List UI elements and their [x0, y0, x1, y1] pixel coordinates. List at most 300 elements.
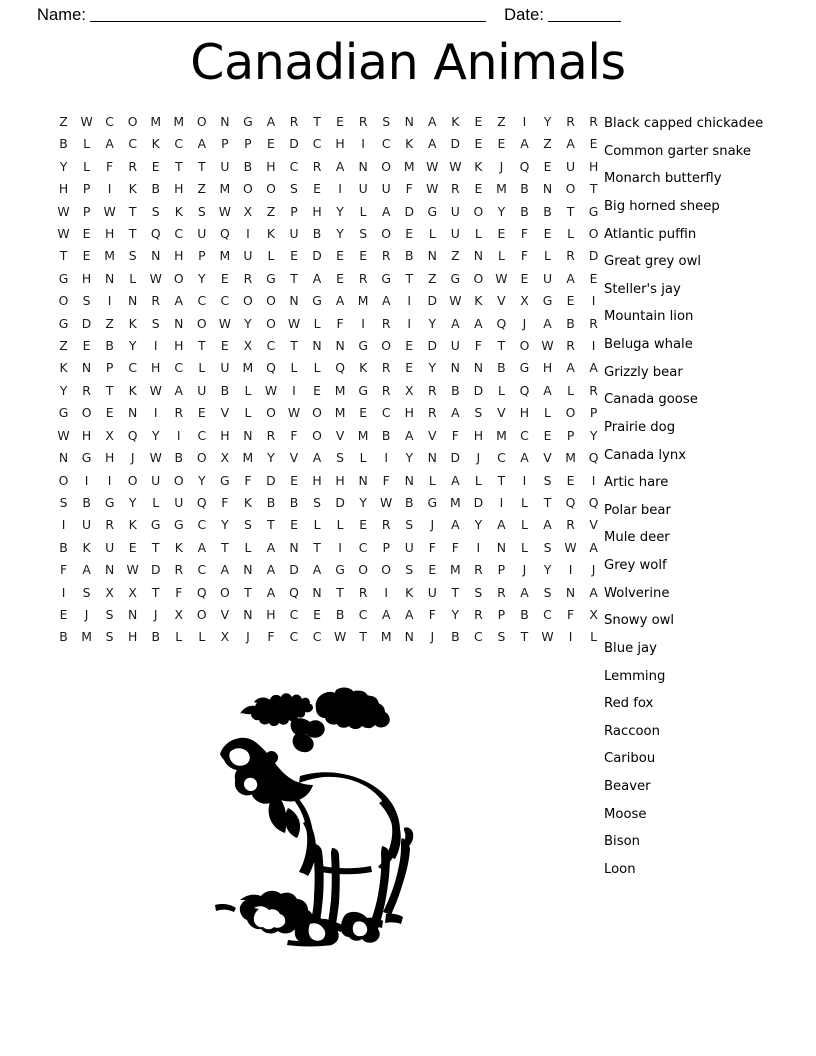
grid-cell[interactable]: L: [244, 382, 252, 398]
grid-cell[interactable]: L: [313, 360, 321, 376]
grid-cell[interactable]: X: [520, 293, 529, 309]
grid-cell[interactable]: I: [153, 338, 158, 354]
grid-cell[interactable]: V: [589, 517, 598, 533]
grid-cell[interactable]: J: [522, 315, 527, 331]
word-list-item[interactable]: Canada lynx: [604, 447, 687, 463]
grid-cell[interactable]: A: [520, 584, 529, 600]
word-list-item[interactable]: Prairie dog: [604, 419, 676, 435]
grid-cell[interactable]: P: [82, 181, 91, 197]
word-list-item[interactable]: Beluga whale: [604, 337, 693, 352]
grid-cell[interactable]: F: [520, 226, 529, 242]
grid-cell[interactable]: V: [497, 293, 506, 309]
grid-cell[interactable]: B: [82, 494, 91, 510]
grid-cell[interactable]: U: [105, 539, 115, 555]
grid-cell[interactable]: B: [266, 494, 276, 510]
grid-cell[interactable]: U: [220, 158, 230, 174]
grid-cell[interactable]: D: [450, 450, 461, 466]
grid-cell[interactable]: B: [59, 629, 68, 645]
grid-cell[interactable]: E: [290, 517, 298, 533]
grid-cell[interactable]: O: [266, 405, 276, 421]
grid-cell[interactable]: H: [220, 427, 230, 443]
grid-cell[interactable]: B: [174, 450, 184, 466]
grid-cell[interactable]: J: [430, 517, 435, 533]
grid-cell[interactable]: R: [474, 606, 483, 622]
word-list-item[interactable]: Bison: [604, 834, 641, 850]
grid-cell[interactable]: B: [151, 629, 160, 645]
grid-cell[interactable]: A: [589, 584, 598, 600]
grid-cell[interactable]: A: [451, 315, 460, 331]
grid-cell[interactable]: U: [427, 584, 437, 600]
grid-cell[interactable]: C: [197, 293, 207, 309]
grid-cell[interactable]: U: [197, 226, 207, 242]
grid-cell[interactable]: E: [566, 293, 575, 309]
grid-cell[interactable]: U: [358, 181, 368, 197]
word-list-item[interactable]: Grey wolf: [604, 558, 667, 573]
grid-cell[interactable]: R: [289, 114, 299, 129]
grid-cell[interactable]: K: [243, 494, 252, 510]
grid-cell[interactable]: N: [81, 360, 92, 376]
grid-cell[interactable]: L: [544, 248, 551, 264]
grid-cell[interactable]: O: [565, 405, 576, 421]
grid-cell[interactable]: Q: [127, 427, 138, 443]
grid-cell[interactable]: W: [541, 629, 554, 645]
grid-cell[interactable]: A: [335, 293, 345, 309]
grid-cell[interactable]: I: [361, 315, 365, 331]
grid-cell[interactable]: R: [128, 158, 137, 174]
grid-cell[interactable]: E: [359, 248, 368, 264]
grid-cell[interactable]: U: [243, 248, 253, 264]
grid-cell[interactable]: O: [381, 338, 392, 354]
grid-cell[interactable]: C: [358, 606, 368, 622]
grid-cell[interactable]: W: [149, 450, 162, 466]
grid-cell[interactable]: C: [197, 517, 207, 533]
grid-cell[interactable]: L: [244, 405, 252, 421]
grid-cell[interactable]: R: [381, 517, 391, 533]
grid-cell[interactable]: G: [104, 494, 115, 510]
grid-cell[interactable]: N: [243, 562, 253, 578]
grid-cell[interactable]: Y: [336, 203, 344, 219]
grid-cell[interactable]: U: [450, 203, 460, 219]
grid-cell[interactable]: H: [174, 248, 184, 264]
grid-cell[interactable]: E: [543, 158, 552, 174]
grid-cell[interactable]: U: [404, 539, 414, 555]
grid-cell[interactable]: B: [451, 382, 460, 398]
grid-cell[interactable]: K: [474, 158, 483, 174]
grid-cell[interactable]: L: [152, 494, 160, 510]
grid-cell[interactable]: H: [151, 360, 161, 376]
grid-cell[interactable]: G: [542, 293, 553, 309]
word-list-item[interactable]: Monarch butterfly: [604, 171, 722, 187]
grid-cell[interactable]: A: [589, 360, 598, 376]
grid-cell[interactable]: X: [404, 382, 414, 398]
grid-cell[interactable]: B: [520, 181, 529, 197]
grid-cell[interactable]: S: [105, 606, 114, 622]
grid-cell[interactable]: Y: [128, 338, 137, 354]
grid-cell[interactable]: B: [243, 158, 253, 174]
grid-cell[interactable]: E: [82, 226, 91, 242]
grid-cell[interactable]: B: [312, 226, 322, 242]
grid-cell[interactable]: F: [267, 629, 275, 645]
grid-cell[interactable]: G: [58, 270, 69, 286]
grid-cell[interactable]: F: [336, 315, 344, 331]
grid-cell[interactable]: X: [243, 338, 253, 354]
word-list-item[interactable]: Black capped chickadee: [604, 116, 764, 131]
grid-cell[interactable]: W: [380, 494, 393, 510]
word-search-grid[interactable]: [52, 111, 605, 649]
grid-cell[interactable]: K: [451, 114, 460, 129]
grid-cell[interactable]: W: [541, 338, 554, 354]
grid-cell[interactable]: W: [57, 427, 70, 443]
grid-cell[interactable]: C: [128, 360, 137, 376]
grid-cell[interactable]: V: [220, 606, 230, 622]
grid-cell[interactable]: Z: [451, 248, 460, 264]
grid-cell[interactable]: P: [566, 427, 575, 443]
grid-cell[interactable]: K: [266, 226, 276, 242]
grid-cell[interactable]: B: [105, 338, 114, 354]
grid-cell[interactable]: Y: [59, 382, 68, 398]
grid-cell[interactable]: H: [335, 136, 345, 152]
grid-cell[interactable]: S: [543, 472, 552, 488]
grid-cell[interactable]: T: [520, 629, 529, 645]
grid-cell[interactable]: H: [174, 181, 184, 197]
grid-cell[interactable]: P: [497, 562, 506, 578]
grid-cell[interactable]: H: [128, 629, 138, 645]
grid-cell[interactable]: V: [289, 450, 299, 466]
grid-cell[interactable]: I: [522, 114, 527, 129]
grid-cell[interactable]: S: [543, 539, 552, 555]
grid-cell[interactable]: S: [543, 584, 552, 600]
grid-cell[interactable]: H: [266, 606, 276, 622]
grid-cell[interactable]: P: [105, 360, 114, 376]
grid-cell[interactable]: S: [290, 181, 298, 197]
grid-cell[interactable]: I: [153, 405, 158, 421]
grid-cell[interactable]: H: [104, 450, 115, 466]
grid-cell[interactable]: I: [338, 539, 342, 555]
grid-cell[interactable]: C: [174, 136, 184, 152]
grid-cell[interactable]: U: [450, 226, 460, 242]
grid-cell[interactable]: G: [220, 472, 230, 488]
grid-cell[interactable]: F: [244, 472, 252, 488]
grid-cell[interactable]: E: [290, 248, 298, 264]
grid-cell[interactable]: B: [404, 494, 414, 510]
grid-cell[interactable]: Q: [496, 315, 507, 331]
grid-cell[interactable]: L: [474, 226, 482, 242]
grid-cell[interactable]: M: [242, 360, 254, 376]
grid-cell[interactable]: F: [474, 338, 482, 354]
grid-cell[interactable]: A: [543, 382, 552, 398]
grid-cell[interactable]: R: [358, 584, 368, 600]
grid-cell[interactable]: H: [104, 226, 115, 242]
grid-cell[interactable]: G: [312, 293, 322, 309]
grid-cell[interactable]: Y: [359, 494, 367, 510]
grid-cell[interactable]: J: [246, 629, 250, 645]
grid-cell[interactable]: Q: [196, 494, 207, 510]
grid-cell[interactable]: M: [334, 405, 346, 421]
grid-cell[interactable]: D: [312, 248, 322, 264]
grid-cell[interactable]: M: [565, 450, 576, 466]
grid-cell[interactable]: N: [289, 293, 299, 309]
grid-cell[interactable]: B: [566, 315, 575, 331]
grid-cell[interactable]: M: [219, 248, 231, 264]
grid-cell[interactable]: I: [384, 450, 388, 466]
grid-cell[interactable]: P: [589, 405, 598, 421]
grid-cell[interactable]: S: [151, 315, 160, 331]
grid-cell[interactable]: G: [173, 517, 184, 533]
grid-cell[interactable]: O: [358, 562, 369, 578]
grid-cell[interactable]: F: [566, 606, 575, 622]
grid-cell[interactable]: Y: [198, 472, 206, 488]
grid-cell[interactable]: P: [244, 136, 252, 152]
grid-cell[interactable]: S: [197, 203, 206, 219]
grid-cell[interactable]: L: [129, 270, 137, 286]
grid-cell[interactable]: O: [219, 584, 230, 600]
grid-cell[interactable]: W: [564, 539, 577, 555]
grid-cell[interactable]: E: [105, 405, 114, 421]
grid-cell[interactable]: D: [289, 136, 299, 152]
grid-cell[interactable]: W: [149, 382, 162, 398]
grid-cell[interactable]: A: [589, 539, 598, 555]
grid-cell[interactable]: T: [336, 584, 344, 600]
grid-cell[interactable]: R: [174, 405, 184, 421]
grid-cell[interactable]: K: [405, 584, 414, 600]
grid-cell[interactable]: R: [381, 315, 391, 331]
grid-cell[interactable]: X: [589, 606, 598, 622]
grid-cell[interactable]: O: [473, 203, 484, 219]
grid-cell[interactable]: L: [198, 629, 206, 645]
grid-cell[interactable]: A: [197, 136, 207, 152]
grid-cell[interactable]: X: [128, 584, 137, 600]
grid-cell[interactable]: E: [197, 405, 206, 421]
grid-cell[interactable]: T: [59, 248, 68, 264]
grid-cell[interactable]: E: [543, 427, 552, 443]
grid-cell[interactable]: O: [266, 315, 276, 331]
grid-cell[interactable]: H: [519, 405, 530, 421]
grid-cell[interactable]: T: [105, 382, 114, 398]
grid-cell[interactable]: E: [290, 472, 298, 488]
grid-cell[interactable]: C: [312, 629, 322, 645]
grid-cell[interactable]: R: [174, 562, 184, 578]
grid-cell[interactable]: C: [381, 136, 391, 152]
grid-cell[interactable]: K: [474, 293, 483, 309]
grid-cell[interactable]: E: [336, 248, 344, 264]
grid-cell[interactable]: F: [428, 606, 436, 622]
grid-cell[interactable]: B: [59, 136, 68, 152]
grid-cell[interactable]: N: [450, 360, 460, 376]
grid-cell[interactable]: H: [312, 203, 322, 219]
grid-cell[interactable]: S: [243, 517, 252, 533]
grid-cell[interactable]: H: [312, 472, 322, 488]
grid-cell[interactable]: C: [289, 629, 299, 645]
grid-cell[interactable]: K: [59, 360, 68, 376]
grid-cell[interactable]: I: [407, 293, 412, 309]
grid-cell[interactable]: L: [244, 539, 252, 555]
grid-cell[interactable]: M: [242, 450, 254, 466]
grid-cell[interactable]: P: [198, 248, 206, 264]
grid-cell[interactable]: W: [218, 203, 231, 219]
grid-cell[interactable]: E: [82, 248, 91, 264]
grid-cell[interactable]: W: [287, 315, 301, 331]
grid-cell[interactable]: M: [496, 427, 507, 443]
word-list-item[interactable]: Common garter snake: [604, 143, 751, 159]
grid-cell[interactable]: R: [243, 270, 253, 286]
grid-cell[interactable]: O: [243, 293, 253, 309]
grid-cell[interactable]: I: [61, 584, 66, 600]
grid-cell[interactable]: T: [497, 472, 506, 488]
grid-cell[interactable]: E: [359, 405, 368, 421]
grid-cell[interactable]: W: [218, 315, 231, 331]
grid-cell[interactable]: N: [128, 405, 138, 421]
grid-cell[interactable]: O: [588, 226, 599, 242]
grid-cell[interactable]: O: [58, 293, 69, 309]
grid-cell[interactable]: R: [566, 338, 575, 354]
grid-cell[interactable]: I: [499, 494, 504, 510]
grid-cell[interactable]: D: [81, 315, 92, 331]
grid-cell[interactable]: K: [128, 517, 137, 533]
grid-cell[interactable]: E: [474, 136, 483, 152]
grid-cell[interactable]: S: [336, 450, 345, 466]
grid-cell[interactable]: I: [176, 427, 181, 443]
grid-cell[interactable]: Z: [59, 338, 68, 354]
grid-cell[interactable]: A: [312, 270, 322, 286]
grid-cell[interactable]: O: [312, 427, 322, 443]
grid-cell[interactable]: V: [335, 427, 345, 443]
grid-cell[interactable]: G: [358, 338, 368, 354]
grid-cell[interactable]: A: [312, 562, 322, 578]
grid-cell[interactable]: E: [267, 136, 275, 152]
word-list-item[interactable]: Grizzly bear: [604, 364, 683, 380]
word-list-item[interactable]: Great grey owl: [604, 254, 702, 270]
grid-cell[interactable]: M: [104, 248, 115, 264]
grid-cell[interactable]: G: [335, 562, 345, 578]
grid-cell[interactable]: V: [543, 450, 552, 466]
grid-cell[interactable]: J: [130, 450, 135, 466]
grid-cell[interactable]: W: [103, 203, 116, 219]
grid-cell[interactable]: A: [266, 562, 276, 578]
grid-cell[interactable]: I: [84, 472, 89, 488]
grid-cell[interactable]: G: [81, 450, 92, 466]
grid-cell[interactable]: I: [61, 517, 66, 533]
grid-cell[interactable]: O: [312, 405, 322, 421]
grid-cell[interactable]: Z: [428, 270, 437, 286]
grid-cell[interactable]: N: [427, 248, 437, 264]
grid-cell[interactable]: M: [403, 158, 415, 174]
grid-cell[interactable]: R: [358, 270, 368, 286]
grid-cell[interactable]: D: [450, 136, 461, 152]
grid-cell[interactable]: L: [521, 494, 528, 510]
grid-cell[interactable]: K: [359, 360, 368, 376]
grid-cell[interactable]: E: [589, 136, 598, 152]
grid-cell[interactable]: W: [287, 405, 301, 421]
grid-cell[interactable]: A: [174, 293, 183, 309]
grid-cell[interactable]: A: [520, 136, 529, 152]
grid-cell[interactable]: M: [357, 293, 369, 309]
grid-cell[interactable]: G: [266, 270, 276, 286]
grid-cell[interactable]: R: [381, 382, 391, 398]
grid-cell[interactable]: H: [81, 270, 92, 286]
grid-cell[interactable]: E: [520, 270, 529, 286]
grid-cell[interactable]: R: [427, 382, 437, 398]
grid-cell[interactable]: H: [335, 472, 345, 488]
grid-cell[interactable]: S: [474, 584, 483, 600]
grid-cell[interactable]: M: [357, 427, 369, 443]
grid-cell[interactable]: C: [174, 360, 184, 376]
word-list-item[interactable]: Loon: [604, 861, 636, 877]
grid-cell[interactable]: U: [450, 338, 460, 354]
grid-cell[interactable]: X: [105, 427, 114, 443]
grid-cell[interactable]: L: [544, 405, 551, 421]
grid-cell[interactable]: U: [289, 226, 299, 242]
grid-cell[interactable]: A: [497, 517, 506, 533]
grid-cell[interactable]: L: [521, 517, 528, 533]
grid-cell[interactable]: I: [476, 539, 481, 555]
grid-cell[interactable]: R: [589, 114, 598, 129]
grid-cell[interactable]: E: [497, 226, 506, 242]
grid-cell[interactable]: R: [266, 427, 276, 443]
grid-cell[interactable]: K: [128, 382, 137, 398]
grid-cell[interactable]: N: [358, 158, 368, 174]
grid-cell[interactable]: T: [359, 629, 367, 645]
grid-cell[interactable]: Z: [266, 203, 276, 219]
grid-cell[interactable]: E: [220, 270, 229, 286]
name-blank-line[interactable]: [90, 9, 486, 22]
grid-cell[interactable]: E: [474, 114, 483, 129]
grid-cell[interactable]: E: [82, 338, 91, 354]
grid-cell[interactable]: E: [405, 360, 414, 376]
grid-cell[interactable]: B: [381, 427, 391, 443]
grid-cell[interactable]: L: [497, 382, 505, 398]
grid-cell[interactable]: S: [382, 114, 391, 129]
grid-cell[interactable]: X: [220, 450, 230, 466]
grid-cell[interactable]: Z: [59, 114, 68, 129]
grid-cell[interactable]: L: [428, 472, 436, 488]
grid-cell[interactable]: D: [588, 248, 599, 264]
grid-cell[interactable]: Y: [543, 562, 552, 578]
grid-cell[interactable]: I: [292, 382, 296, 398]
word-list-item[interactable]: Wolverine: [604, 585, 670, 601]
grid-cell[interactable]: W: [333, 629, 347, 645]
grid-cell[interactable]: U: [542, 270, 553, 286]
grid-cell[interactable]: T: [174, 158, 183, 174]
grid-cell[interactable]: A: [266, 114, 276, 129]
grid-cell[interactable]: M: [81, 629, 92, 645]
grid-cell[interactable]: B: [289, 494, 299, 510]
grid-cell[interactable]: W: [126, 562, 139, 578]
grid-cell[interactable]: F: [221, 494, 229, 510]
grid-cell[interactable]: F: [290, 427, 298, 443]
grid-cell[interactable]: G: [150, 517, 161, 533]
grid-cell[interactable]: O: [381, 226, 392, 242]
grid-cell[interactable]: U: [381, 181, 391, 197]
grid-cell[interactable]: Z: [105, 315, 114, 331]
grid-cell[interactable]: F: [59, 562, 68, 578]
grid-cell[interactable]: O: [381, 158, 392, 174]
grid-cell[interactable]: F: [428, 539, 436, 555]
grid-cell[interactable]: R: [589, 382, 598, 398]
grid-cell[interactable]: H: [542, 360, 553, 376]
grid-cell[interactable]: I: [361, 136, 365, 152]
grid-cell[interactable]: T: [221, 539, 229, 555]
grid-cell[interactable]: S: [359, 226, 368, 242]
grid-cell[interactable]: J: [84, 606, 89, 622]
grid-cell[interactable]: O: [81, 405, 92, 421]
grid-cell[interactable]: O: [173, 472, 184, 488]
grid-cell[interactable]: B: [497, 360, 506, 376]
grid-cell[interactable]: E: [428, 562, 437, 578]
grid-cell[interactable]: N: [104, 562, 115, 578]
grid-cell[interactable]: S: [105, 629, 114, 645]
grid-cell[interactable]: T: [451, 584, 460, 600]
grid-cell[interactable]: S: [474, 405, 483, 421]
